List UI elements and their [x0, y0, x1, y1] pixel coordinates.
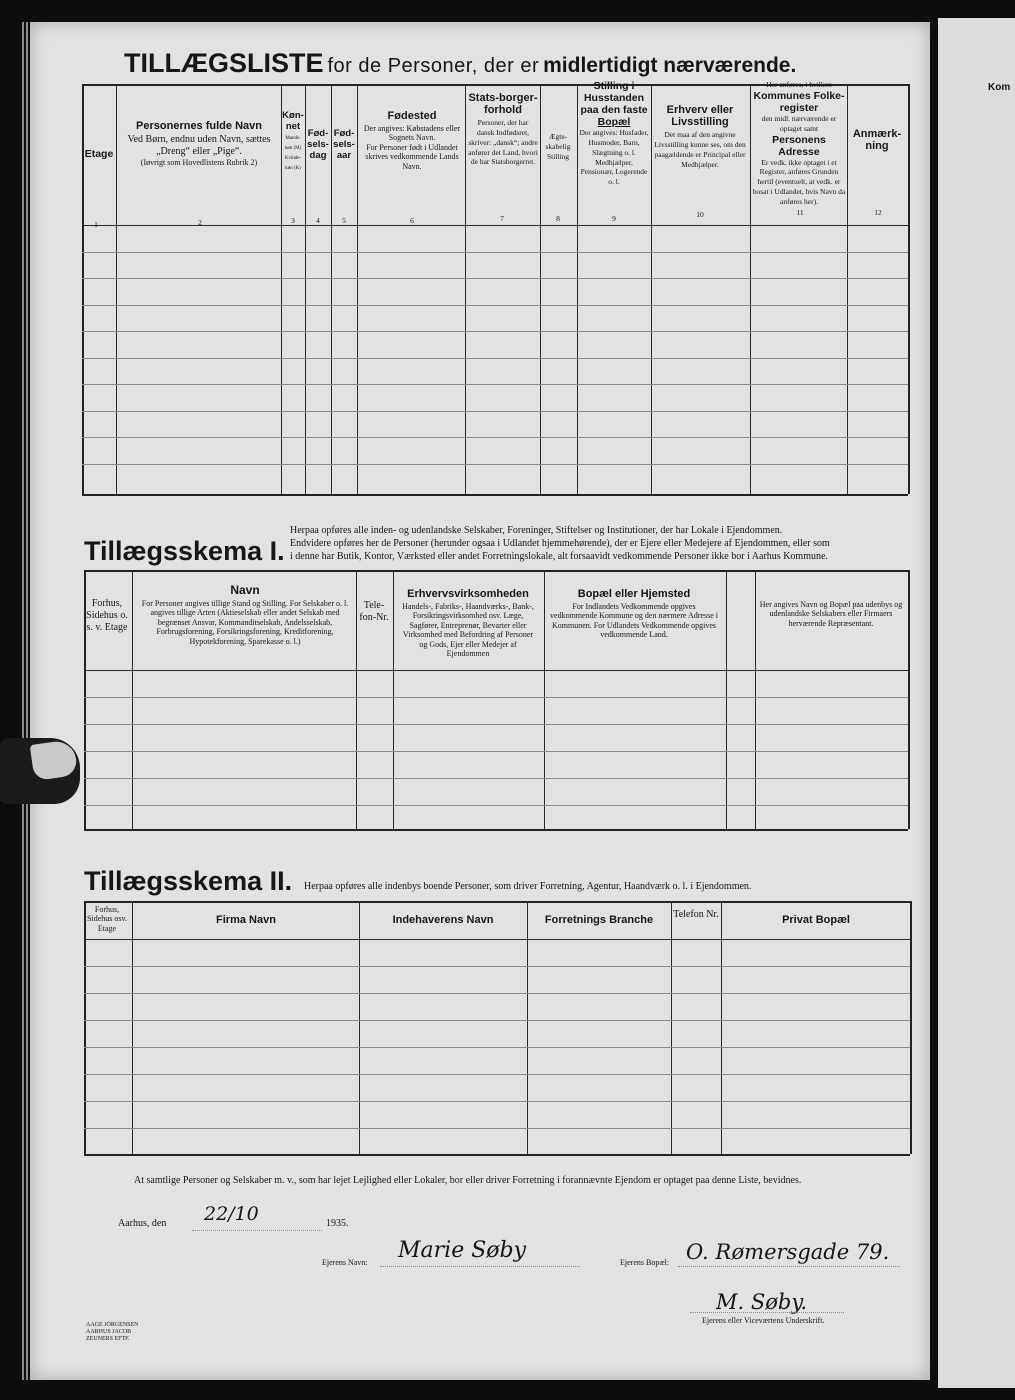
ruled-row-line — [84, 1128, 910, 1129]
col-header-foedested: Fødested Der angives: Købstadens eller Sognets Navn. For Personer født i Udlandet skrives vedkommende Lands Navn. — [363, 110, 461, 171]
col-header-folkeregister: Her anføres, i hvilken Kommunes Folke-register den midl. nærværende er optaget samt Personens Adresse Er vedk. ikke optaget i et Register, anføres Grunden hertil (eventuelt, at vedk. er bosat i Udlandet, hvis Navn da anføres her). — [752, 80, 846, 206]
col-number: 3 — [291, 216, 295, 225]
col-number: 10 — [696, 210, 704, 219]
column-divider — [910, 901, 912, 1154]
s2-header-indehaver: Indehaverens Navn — [392, 914, 494, 926]
ruled-row-line — [84, 993, 910, 994]
column-divider — [908, 84, 910, 494]
signature-line — [690, 1312, 844, 1313]
column-divider — [755, 570, 756, 829]
col-number: 12 — [874, 208, 882, 217]
ruled-row-line — [84, 1020, 910, 1021]
column-divider — [393, 570, 394, 829]
ruled-row-line — [82, 331, 908, 332]
ruled-row-line — [84, 805, 908, 806]
skema1-para-line2: Endvidere opføres her de Personer (herunder ogsaa i Udlandet hjemmehørende), der er Ejere eller Medejere af Ejendommen, eller som — [290, 538, 830, 549]
s1-header-erhverv: Erhvervsvirksomheden Handels-, Fabriks-, Haandværks-, Bank-, Forsikringsvirksomhed osv. Læge, Sagfører, Entreprenør, Bevarter eller Virksomhed med Befordring af Personer og Gods, Ejer eller Medejer af Ejendommen — [402, 588, 534, 659]
s1-header-telefon: Tele-fon-Nr. — [359, 600, 389, 623]
s2-header-etage: Forhus, Sidehus osv. Etage — [87, 905, 127, 933]
column-divider — [116, 84, 117, 494]
owner-name-line — [380, 1266, 580, 1267]
page-stack-edge — [26, 22, 28, 1380]
column-divider — [84, 901, 86, 1154]
signature-label: Ejerens eller Viceværtens Underskrift. — [702, 1316, 825, 1325]
column-divider — [132, 570, 133, 829]
owner-address-line — [678, 1266, 900, 1267]
ruled-row-line — [84, 1047, 910, 1048]
ruled-row-line — [82, 305, 908, 306]
ruled-row-line — [84, 724, 908, 725]
col-number: 1 — [94, 220, 98, 229]
place-label: Aarhus, den — [118, 1218, 167, 1229]
col-header-erhverv: Erhverv eller Livsstilling Det maa af den angivne Livsstilling kunne ses, om den paagældende er Principal eller Medhjælper. — [654, 104, 746, 169]
skema1-title: Tillægsskema I. — [84, 536, 285, 566]
rule — [82, 494, 908, 496]
title-mid1: for de Personer, der er — [327, 55, 540, 77]
s2-header-telefon: Telefon Nr. — [673, 909, 719, 920]
rule — [84, 570, 908, 572]
rule — [84, 829, 908, 831]
date-value: 22/10 — [204, 1203, 259, 1225]
title-mid2: midlertidigt nærværende. — [543, 54, 797, 77]
skema1-para-line3: i denne har Butik, Kontor, Værksted eller andet Forretningslokale, alt forsaavidt vedkommende Personer ikke bor i Aarhus Kommune. — [290, 551, 828, 562]
printer-imprint: AAGE JÖRGENSEN AARHUS JACOB ZEUNERS EFTF. — [86, 1322, 139, 1342]
ruled-row-line — [82, 411, 908, 412]
ruled-row-line — [84, 966, 910, 967]
col-number: 9 — [612, 214, 616, 223]
ruled-row-line — [82, 358, 908, 359]
owner-address-value: O. Rømersgade 79. — [686, 1240, 890, 1264]
s2-header-firma: Firma Navn — [216, 914, 276, 926]
col-header-koennet: Køn-net Mands-køn (M) Kvinde-køn (K) — [282, 110, 304, 171]
rule — [84, 1154, 910, 1156]
ruled-row-line — [84, 778, 908, 779]
column-divider — [465, 84, 466, 494]
page-stack-edge — [22, 22, 24, 1380]
column-divider — [544, 570, 545, 829]
col-number: 7 — [500, 214, 504, 223]
s1-header-etage: Forhus, Sidehus o. s. v. Etage — [86, 598, 128, 633]
s2-header-branche: Forretnings Branche — [544, 914, 654, 926]
adjacent-page — [938, 18, 1015, 1388]
skema1-para-line1: Herpaa opføres alle inden- og udenlandske Selskaber, Foreninger, Stiftelser og Institutioner, der har Lokale i Ejendommen. — [290, 525, 783, 536]
col-header-stilling: Stilling i Husstanden paa den faste Bopæl Der angives: Husfader, Husmoder, Barn, Slægtning o. l. Medhjælper, Pensionær, Logerende o. l. — [579, 80, 649, 187]
col-header-statsborger: Stats-borger-forhold Personer, der har dansk Indfødsret, skriver: „dansk“; andre anfører det Land, hvori de har Statsborgerret. — [468, 92, 538, 167]
col-header-etage: Etage — [84, 148, 114, 160]
skema2-para: Herpaa opføres alle indenbys boende Personer, som driver Forretning, Agentur, Haandværk o. l. i Ejendommen. — [304, 881, 752, 892]
col-number: 8 — [556, 214, 560, 223]
ruled-row-line — [82, 464, 908, 465]
owner-name-label: Ejerens Navn: — [322, 1258, 368, 1267]
ruled-row-line — [84, 751, 908, 752]
column-divider — [82, 84, 84, 494]
column-divider — [527, 901, 528, 1154]
rule — [84, 939, 910, 940]
column-divider — [671, 901, 672, 1154]
ruled-row-line — [82, 252, 908, 253]
col-header-anmaerkning: Anmærk-ning — [852, 128, 902, 152]
declaration-text: At samtlige Personer og Selskaber m. v., som har lejet Lejlighed eller Lokaler, bor eller driver Forretning i forannævnte Ejendom er optaget paa denne Liste, bevidnes. — [134, 1175, 802, 1186]
column-divider — [132, 901, 133, 1154]
column-divider — [908, 570, 910, 829]
owner-name-value: Marie Søby — [398, 1238, 527, 1263]
s1-header-bopael: Bopæl eller Hjemsted For Indlandets Vedkommende opgives vedkommende Kommune og den nærmere Adresse i Kommunen. For Udlandets Vedkommende opgives vedkommende Land. — [550, 588, 718, 640]
col-header-foedselsdag: Fød-sels-dag — [307, 128, 329, 161]
column-divider — [721, 901, 722, 1154]
col-number: 4 — [316, 216, 320, 225]
adjacent-page-text: Kom — [988, 82, 1011, 93]
tillaegsliste-title — [124, 48, 796, 79]
column-divider — [359, 901, 360, 1154]
ruled-row-line — [84, 697, 908, 698]
title-bold: TILLÆGSLISTE — [124, 48, 324, 78]
col-number: 6 — [410, 216, 414, 225]
col-header-navn: Personernes fulde Navn Ved Børn, endnu uden Navn, sættes „Dreng“ eller „Pige“. (Iøvrigt som Hovedlistens Rubrik 2) — [127, 120, 271, 167]
date-line — [192, 1230, 322, 1231]
ruled-row-line — [82, 384, 908, 385]
owner-address-label: Ejerens Bopæl: — [620, 1258, 670, 1267]
rule — [84, 901, 910, 903]
signature-value: M. Søby. — [716, 1290, 808, 1314]
s1-header-repraesentant: Her angives Navn og Bopæl paa udenbys og udenlandske Selskabers eller Firmaers herværende Repræsentant. — [759, 600, 903, 628]
rule — [84, 670, 908, 671]
s1-header-navn: Navn For Personer angives tillige Stand og Stilling. For Selskaber o. l. angives tillige Arten (Aktieselskab eller andet Selskab med begrænset Ansvar, Kommanditselskab, Andelsselskab, Forbrugsforening, Forsikringsforening, Kreditforening, Hypotekforening, Sparekasse o. l.) — [141, 583, 349, 646]
col-number: 5 — [342, 216, 346, 225]
col-header-foedselsaar: Fød-sels-aar — [333, 128, 355, 161]
ruled-row-line — [82, 278, 908, 279]
col-number: 2 — [198, 218, 202, 227]
ruled-row-line — [84, 1101, 910, 1102]
column-divider — [357, 84, 358, 494]
year: 1935. — [326, 1218, 349, 1229]
ruled-row-line — [84, 1074, 910, 1075]
skema2-title: Tillægsskema II. — [84, 866, 293, 896]
col-number: 11 — [796, 208, 804, 217]
s2-header-bopael: Privat Bopæl — [782, 914, 850, 926]
col-header-aegteskab: Ægte-skabelig Stilling — [545, 132, 571, 161]
column-divider — [726, 570, 727, 829]
ruled-row-line — [82, 437, 908, 438]
